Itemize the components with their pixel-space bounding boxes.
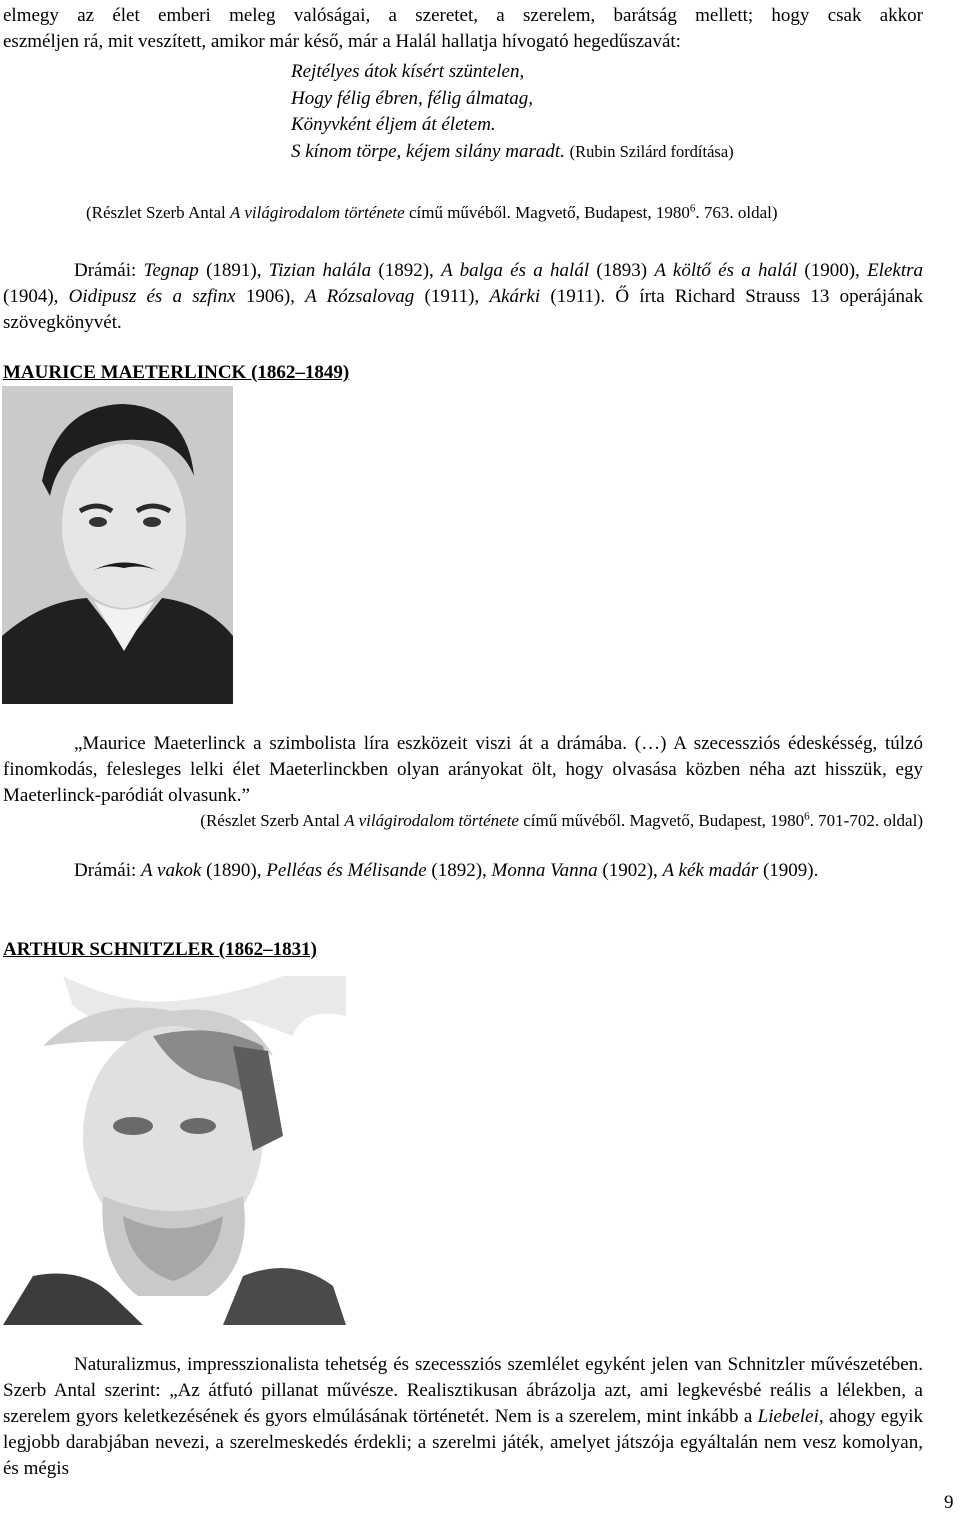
maeterlinck-dramas: Drámái: A vakok (1890), Pelléas és Mélisande (1892), Monna Vanna (1902), A kék madár (1909).: [74, 860, 819, 881]
maeterlinck-heading: MAURICE MAETERLINCK (1862–1849): [3, 362, 350, 383]
intro-line-1: elmegy az élet emberi meleg valóságai, a szeretet, a szerelem, barátság mellett; hogy csak akkor: [3, 5, 923, 26]
schnitzler-paragraph: Naturalizmus, impresszionalista tehetség és szecessziós szemlélet egyként jelen van Schnitzler művészetében. Szerb Antal szerint: „Az átfutó pillanat művésze. Realisztikusan ábrázolja azt, ami legkevésbé reális a lélekben, a szerelem gyors keletkezésének és gyors elmúlásának történetét. Nem is a szerelem, mint inkább a Liebelei, ahogy egyik legjobb darabjában nevezi, a szerelmeskedés érdekli; a szerelmi játék, amelyet játszója egyáltalán nem vesz komolyan, és mégis: [3, 1354, 923, 1479]
citation-1: (Részlet Szerb Antal A világirodalom története című művéből. Magvető, Budapest, 1980$^6$. 763. oldal): [86, 202, 778, 222]
maeterlinck-citation: (Részlet Szerb Antal A világirodalom története című művéből. Magvető, Budapest, 1980$^6$. 701-702. oldal): [200, 810, 923, 830]
poem-translator: (Rubin Szilárd fordítása): [569, 141, 734, 161]
schnitzler-portrait: [3, 976, 346, 1325]
schnitzler-heading: ARTHUR SCHNITZLER (1862–1831): [3, 939, 317, 960]
poem-line-3: Könyvként éljem át életem.: [291, 114, 496, 135]
poem-line-4: S kínom törpe, kéjem silány maradt.: [291, 140, 565, 162]
page-number: 9: [944, 1492, 954, 1513]
poem: [291, 59, 911, 165]
intro-line-2: eszméljen rá, mit veszített, amikor már késő, már a Halál hallatja hívogató hegedűszavát:: [3, 31, 681, 52]
poem-line-1: Rejtélyes átok kísért szüntelen,: [291, 61, 525, 82]
maeterlinck-portrait: [2, 386, 233, 704]
poem-line-2: Hogy félig ébren, félig álmatag,: [291, 87, 534, 109]
maeterlinck-quote: „Maurice Maeterlinck a szimbolista líra eszközeit viszi át a drámába. (…) A szecessziós édeskésség, túlzó finomkodás, felesleges lelki élet Maeterlinckben olyan arányokat ölt, hogy olvasása közben néha azt hisszük, egy Maeterlinck-paródiát olvasunk.”: [3, 733, 923, 806]
hofmannsthal-dramas: Drámái: Tegnap (1891), Tizian halála (1892), A balga és a halál (1893) A költő és a halál (1900), Elektra (1904), Oidipusz és a szfinx 1906), A Rózsalovag (1911), Akárki (1911). Ő írta Richard Strauss 13 operájának szövegkönyvét.: [3, 260, 924, 333]
